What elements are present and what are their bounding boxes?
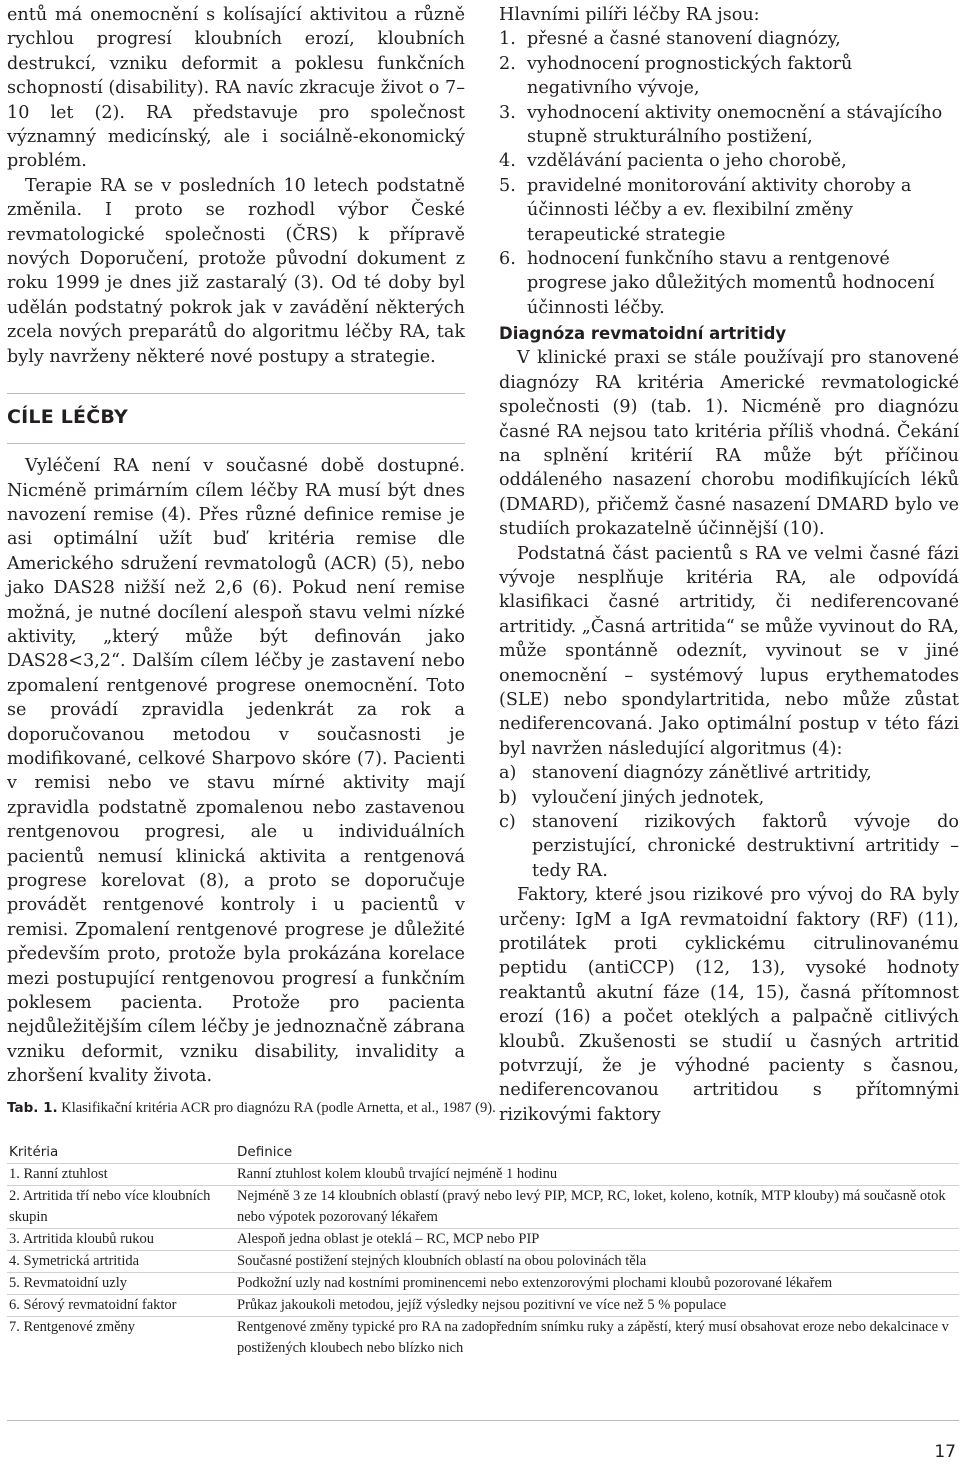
list-number: 4. (499, 151, 516, 172)
table-cell: 2. Artritida tří nebo více kloubních skupin (9, 1188, 211, 1225)
list-number: 3. (499, 102, 516, 123)
table-row (7, 1164, 959, 1186)
list-item (499, 761, 959, 785)
list-letter: a) (499, 763, 517, 784)
footer-divider (7, 1420, 959, 1421)
table-cell: Průkaz jakoukoli metodou, jejíž výsledky nejsou pozitivní ve více než 5 % populace (237, 1297, 727, 1313)
table-header-definition: Definice (237, 1144, 293, 1160)
list-item (499, 101, 959, 150)
list-item (499, 52, 959, 101)
list-item (499, 247, 959, 320)
table-row (7, 1251, 959, 1273)
table-cell: 1. Ranní ztuhlost (9, 1166, 108, 1182)
section-heading-treatment-goals: CÍLE LÉČBY (7, 406, 128, 429)
criteria-table (7, 1142, 959, 1359)
table-cell: Ranní ztuhlost kolem kloubů trvající nejméně 1 hodinu (237, 1166, 558, 1182)
table-cell: Alespoň jedna oblast je oteklá – RC, MCP nebo PIP (237, 1231, 540, 1247)
table-cell: Podkožní uzly nad kostními prominencemi nebo extenzorovými plochami kloubů pozorované lékařem (237, 1275, 833, 1291)
table-row (7, 1229, 959, 1251)
section-divider-bottom (7, 443, 465, 444)
paragraph-diagnosis-criteria: V klinické praxi se stále používají pro stanovené diagnózy RA kritéria Americké revmatologické společnosti (9) (tab. 1). Nicméně pro diagnózu časné RA nejsou tato kritéria příliš vhodná. Čekání na splnění kritérií RA může být příčinou oddáleného nasazení chorobu modifikujících léků (DMARD), přičemž časné nasazení DMARD bylo ve studiích prokazatelně účinnější (10). (499, 348, 959, 540)
table-row (7, 1295, 959, 1317)
table-row (7, 1273, 959, 1295)
paragraph-intro-continued: entů má onemocnění s kolísající aktivitou a různě rychlou progresí kloubních erozí, kloubních destrukcí, vzniku deformit a poklesu funkčních schopností (disability). RA navíc zkracuje život o 7–10 let (2). RA představuje pro společnost významný medicínský, ale i sociálně-ekonomický problém. (7, 5, 465, 172)
table-cell: 4. Symetrická artritida (9, 1253, 140, 1269)
list-text: vyloučení jiných jednotek, (532, 787, 765, 808)
page-number: 17 (934, 1442, 956, 1462)
table-caption (7, 1098, 959, 1118)
table-caption-label: Tab. 1. (7, 1100, 58, 1116)
table-row (7, 1186, 959, 1229)
paragraph-treatment-goals: Vyléčení RA není v současné době dostupné. Nicméně primárním cílem léčby RA musí být dnes navození remise (4). Přes různé definice remise je asi optimální užít buď kritéria remise dle Amerického sdružení revmatologů (ACR) (5), nebo jako DAS28 nižší než 2,6 (6). Pokud není remise možná, je nutné docílení alespoň stavu velmi nízké aktivity, „který může být definován jako DAS28<3,2“. Dalším cílem léčby je zastavení nebo zpomalení rentgenové progrese onemocnění. Toto se provádí zpravidla jedenkrát za rok a doporučovanou metodou v současnosti je modifikované, celkové Sharpovo skóre (7). Pacienti v remisi nebo ve stavu mírné aktivity mají zpravidla podstatně zpomalenou nebo zastavenou rentgenovou progresi, ale u individuálních pacientů nemusí klinická aktivita a rentgenová progrese korelovat (8), a proto se doporučuje provádět rentgenové kontroly i u pacientů v remisi. Zpomalení rentgenové progrese je důležité především proto, protože byla prokázána korelace mezi postupující rentgenovou progresí a funkčním poklesem pacienta. Protože pro pacienta nejdůležitějším cílem léčby je jednoznačně zábrana vzniku deformit, vzniku disability, invalidity a zhoršení kvality života. (7, 456, 465, 1087)
list-item (499, 174, 959, 247)
table-cell: Současné postižení stejných kloubních oblastí na obou polovinách těla (237, 1253, 647, 1269)
algorithm-list (499, 761, 959, 883)
table-row (7, 1317, 959, 1360)
list-number: 1. (499, 29, 516, 50)
list-item (499, 786, 959, 810)
paragraph-early-arthritis: Podstatná část pacientů s RA ve velmi časné fázi vývoje nesplňuje kritéria RA, ale odpovídá klasifikaci časné artritidy, či nediferencované artritidy. „Časná artritida“ se může vyvinout do RA, může spontánně odeznít, vyvinout se v jiné onemocnění – systémový lupus erythematodes (SLE) nebo spondylartritida, nebo může zůstat nediferencovaná. Jako optimální postup v této fázi byl navržen následující algoritmus (4): (499, 543, 959, 759)
subheading-diagnosis: Diagnóza revmatoidní artritidy (499, 324, 787, 344)
list-number: 6. (499, 249, 516, 270)
list-text: vzdělávání pacienta o jeho chorobě, (527, 151, 847, 172)
list-item (499, 27, 959, 51)
left-column (7, 3, 465, 1089)
table-cell: Rentgenové změny typické pro RA na zadopředním snímku ruky a zápěstí, který musí obsahovat eroze nebo dekalcinace v postižených kloubech nebo blízko nich (237, 1319, 949, 1356)
list-item (499, 149, 959, 173)
list-item (499, 810, 959, 883)
pillars-intro: Hlavními pilíři léčby RA jsou: (499, 5, 760, 25)
table-cell: 5. Revmatoidní uzly (9, 1275, 127, 1291)
paragraph-risk-factors: Faktory, které jsou rizikové pro vývoj do RA byly určeny: IgM a IgA revmatoidní faktory (RF) (11), protilátek proti cyklickému citrulinovanému peptidu (antiCCP) (12, 13), vysoké hodnoty reaktantů akutní fáze (14, 15), časná přítomnost erozí (16) a počet oteklých a palpačně citlivých kloubů. Zkušenosti se studií u časných artritid potvrzují, že je výhodné pacienty s časnou, nediferencovanou artritidou s přítomnými rizikovými faktory (499, 885, 959, 1125)
table-header-criteria: Kritéria (9, 1144, 59, 1160)
list-text: hodnocení funkčního stavu a rentgenové progrese jako důležitých momentů hodnocení účinnosti léčby. (527, 249, 935, 318)
right-column (499, 3, 959, 1127)
list-number: 5. (499, 175, 516, 196)
table-cell: 7. Rentgenové změny (9, 1319, 136, 1335)
section-divider-top (7, 393, 465, 394)
paragraph-therapy-changes: Terapie RA se v posledních 10 letech podstatně změnila. I proto se rozhodl výbor České revmatologické společnosti (ČRS) k přípravě nových Doporučení, protože původní dokument z roku 1999 je dnes již zastaralý (3). Od té doby byl udělán podstatný pokrok jak v zavádění některých zcela nových preparátů do algoritmu léčby RA, tak byly navrženy některé nové postupy a strategie. (7, 175, 465, 367)
table-header-row (7, 1142, 959, 1164)
table-cell: Nejméně 3 ze 14 kloubních oblastí (pravý nebo levý PIP, MCP, RC, loket, koleno, kotník, MTP klouby) má současně otok nebo výpotek pozorovaný lékařem (237, 1188, 946, 1225)
table-caption-text: Klasifikační kritéria ACR pro diagnózu RA (podle Arnetta, et al., 1987 (9). (61, 1100, 496, 1116)
list-letter: b) (499, 787, 518, 808)
list-letter: c) (499, 812, 516, 832)
table-cell: 6. Sérový revmatoidní faktor (9, 1297, 177, 1313)
list-text: stanovení diagnózy zánětlivé artritidy, (532, 763, 872, 784)
table-cell: 3. Artritida kloubů rukou (9, 1231, 154, 1247)
list-text: vyhodnocení aktivity onemocnění a stávajícího stupně strukturálního postižení, (527, 102, 943, 148)
table-section (7, 1098, 959, 1359)
list-text: stanovení rizikových faktorů vývoje do perzistující, chronické destruktivní artritidy – tedy RA. (532, 812, 959, 881)
list-text: vyhodnocení prognostických faktorů negativního vývoje, (527, 53, 853, 99)
list-text: pravidelné monitorování aktivity choroby a účinnosti léčby a ev. flexibilní změny terapeutické strategie (527, 175, 912, 245)
list-text: přesné a časné stanovení diagnózy, (527, 29, 841, 50)
pillars-list (499, 27, 959, 320)
list-number: 2. (499, 53, 516, 74)
